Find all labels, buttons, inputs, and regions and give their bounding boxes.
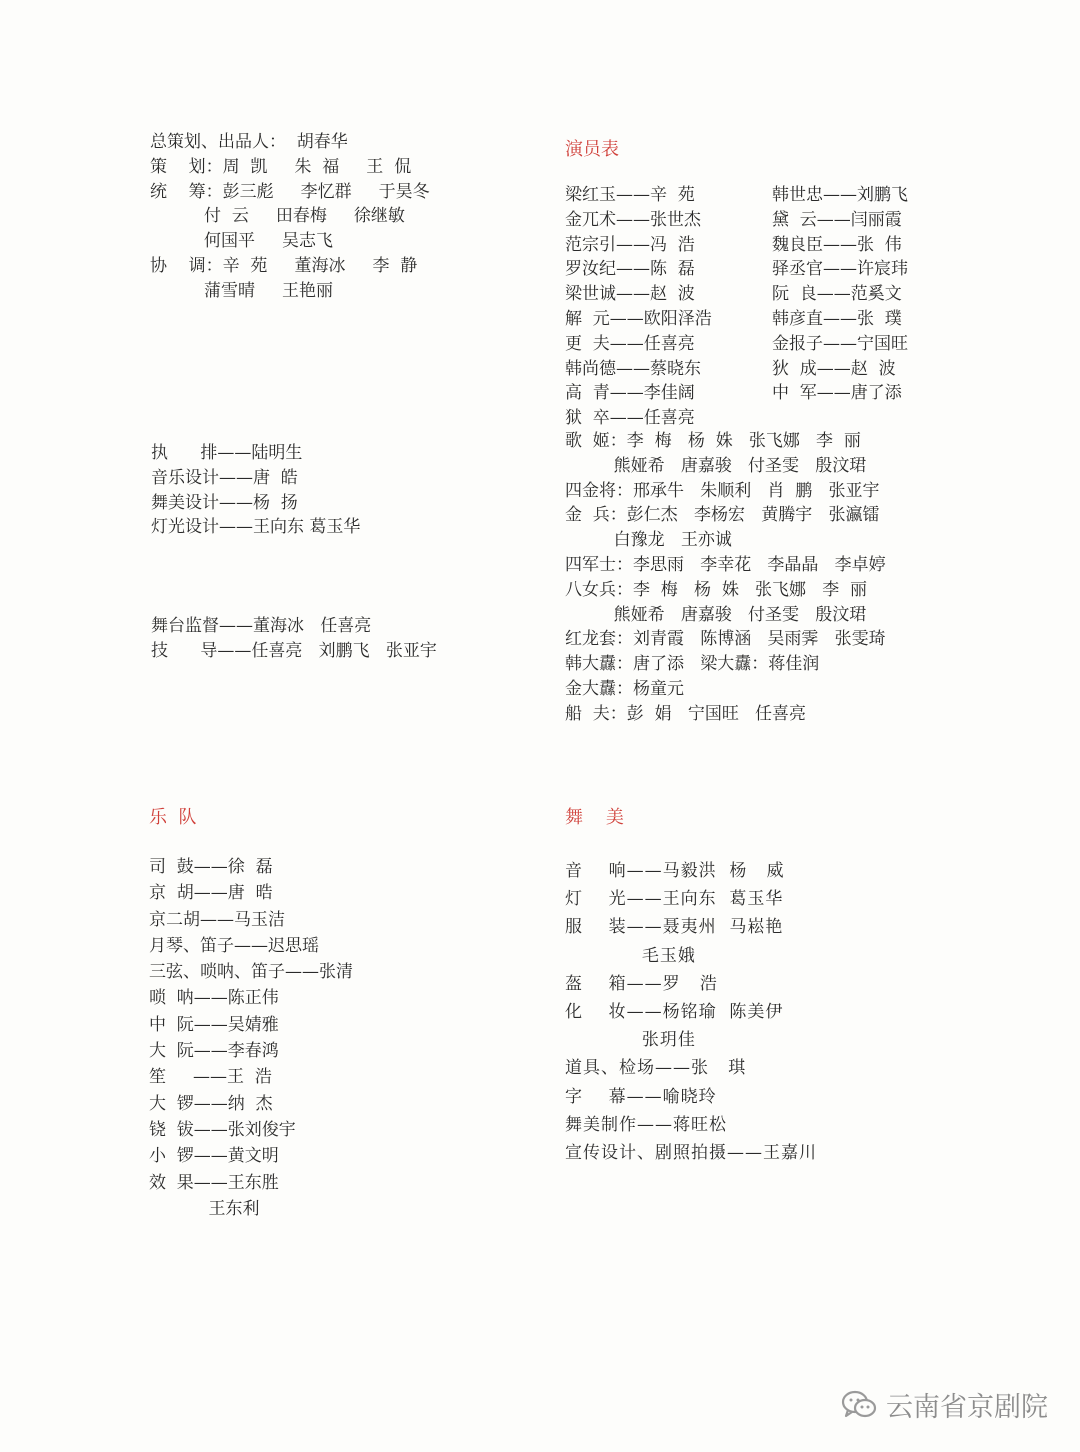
producer-line: 协 调：辛 苑 董海冰 李 静 [150, 255, 418, 276]
cast-group-line: 金 兵：彭仁杰 李杨宏 黄腾宇 张瀛镭 [565, 505, 880, 526]
cast-role-line: 罗汝纪——陈 磊 [565, 259, 695, 280]
wechat-icon [840, 1388, 878, 1422]
stage-design-member-line: 字 幕——喻晓玲 [565, 1086, 717, 1107]
cast-list-left [565, 183, 712, 431]
stage-design-member-line: 道具、检场——张 琪 [565, 1058, 747, 1079]
band-member-line: 京二胡——马玉洁 [149, 909, 285, 930]
cast-group-line: 歌 姬：李 梅 杨 姝 张飞娜 李 丽 [565, 431, 861, 451]
band-member-line: 司 鼓——徐 磊 [149, 857, 273, 877]
stage-design-member-line: 化 妆——杨铭瑜 陈美伊 [565, 1001, 784, 1022]
band-member-line: 小 锣——黄文明 [149, 1146, 279, 1167]
cast-role-line: 范宗引——冯 浩 [565, 234, 695, 255]
cast-role-line: 驿丞官——许宸玮 [772, 259, 908, 280]
stage-management-credits [151, 614, 437, 664]
cast-role-line: 更 夫——任喜亮 [565, 333, 695, 354]
stage-design-list [565, 857, 817, 1167]
cast-role-line: 梁红玉——辛 苑 [565, 185, 695, 205]
band-member-line: 效 果——王东胜 [149, 1172, 279, 1193]
band-member-line: 笙 ——王 浩 [149, 1067, 272, 1088]
stage-design-member-line: 灯 光——王向东 葛玉华 [565, 889, 784, 910]
cast-role-line: 金兀术——张世杰 [565, 209, 701, 230]
band-member-line: 京 胡——唐 晧 [149, 883, 273, 904]
cast-group-line: 船 夫：彭 娟 宁国旺 任喜亮 [565, 703, 807, 724]
band-member-line: 铙 钹——张刘俊宇 [149, 1119, 296, 1140]
director-line: 舞美设计——杨 扬 [151, 492, 298, 513]
cast-role-line: 阮 良——范奚文 [772, 284, 902, 305]
cast-role-line: 狱 卒——任喜亮 [565, 408, 695, 429]
directors-credits [151, 441, 360, 540]
cast-group-line: 熊娅希 唐嘉骏 付圣雯 殷汶珺 [565, 455, 867, 476]
watermark [840, 1385, 1048, 1424]
cast-role-line: 韩世忠——刘鹏飞 [772, 185, 908, 205]
stage-design-member-line: 盔 箱——罗 浩 [565, 973, 718, 994]
cast-role-line: 金报子——宁国旺 [772, 333, 908, 354]
cast-role-line: 魏良臣——张 伟 [772, 234, 902, 255]
cast-role-line: 黛 云——闫丽霞 [772, 209, 902, 230]
band-list [149, 854, 353, 1222]
band-member-line: 月琴、笛子——迟思瑶 [149, 935, 319, 956]
stage-design-member-line: 宣传设计、剧照拍摄——王嘉川 [565, 1142, 817, 1163]
stage-mgmt-line: 技 导——任喜亮 刘鹏飞 张亚宇 [151, 640, 437, 661]
band-title: 乐 队 [149, 807, 197, 828]
producer-line: 何国平 吴志飞 [150, 231, 334, 252]
stage-mgmt-line: 舞台监督——董海冰 任喜亮 [151, 616, 372, 636]
band-member-line: 唢 呐——陈正伟 [149, 988, 279, 1009]
cast-groups [565, 429, 886, 727]
band-member-line: 三弦、唢呐、笛子——张清 [149, 962, 353, 983]
cast-group-line: 四金将：邢承牛 朱顺利 肖 鹏 张亚宇 [565, 480, 880, 501]
stage-design-member-line: 音 响——马毅洪 杨 威 [565, 861, 785, 881]
cast-group-line: 韩大纛：唐了添 梁大纛：蒋佳润 [565, 654, 820, 675]
cast-group-line: 熊娅希 唐嘉骏 付圣雯 殷汶珺 [565, 604, 867, 625]
cast-role-line: 解 元——欧阳泽浩 [565, 308, 712, 329]
stage-design-member-line: 服 装——聂夷州 马崧艳 [565, 917, 784, 938]
band-member-line: 大 阮——李春鸿 [149, 1041, 279, 1062]
director-line: 灯光设计——王向东 葛玉华 [151, 517, 361, 538]
cast-group-line: 红龙套：刘青霞 陈博涵 吴雨霁 张雯琦 [565, 629, 886, 650]
cast-group-line: 八女兵：李 梅 杨 姝 张飞娜 李 丽 [565, 579, 868, 600]
cast-list-right [772, 183, 908, 406]
cast-role-line: 韩彦直——张 璞 [772, 308, 902, 329]
cast-role-line: 梁世诚——赵 波 [565, 284, 695, 305]
watermark-text: 云南省京剧院 [886, 1392, 1048, 1423]
cast-group-line: 四军士：李思雨 李幸花 李晶晶 李卓婷 [565, 554, 886, 575]
cast-group-line: 白豫龙 王亦诚 [565, 530, 732, 551]
producer-line: 蒲雪晴 王艳丽 [150, 280, 334, 301]
cast-role-line: 韩尚德——蔡晓东 [565, 358, 701, 379]
stage-design-member-line: 张玥佳 [565, 1030, 696, 1051]
producer-line: 付 云 田春梅 徐继敏 [150, 206, 405, 227]
cast-title: 演员表 [565, 139, 619, 160]
producer-line: 策 划：周 凯 朱 福 王 侃 [150, 156, 412, 177]
band-member-line: 中 阮——吴婧雅 [149, 1014, 279, 1035]
cast-role-line: 中 军——唐了添 [772, 383, 902, 404]
cast-role-line: 高 青——李佳阔 [565, 383, 695, 404]
stage-design-title: 舞 美 [565, 807, 624, 828]
producer-line: 总策划、出品人： 胡春华 [150, 132, 348, 152]
producer-line: 统 筹：彭三彪 李忆群 于昊冬 [150, 181, 430, 202]
cast-role-line: 狄 成——赵 波 [772, 358, 896, 379]
director-line: 音乐设计——唐 皓 [151, 467, 298, 488]
stage-design-member-line: 毛玉娥 [565, 945, 696, 966]
stage-design-member-line: 舞美制作——蒋旺松 [565, 1114, 727, 1135]
band-member-line: 王东利 [149, 1198, 260, 1219]
band-member-line: 大 锣——纳 杰 [149, 1093, 273, 1114]
cast-group-line: 金大纛：杨童元 [565, 678, 684, 699]
producers-credits [150, 130, 430, 304]
director-line: 执 排——陆明生 [151, 443, 303, 463]
